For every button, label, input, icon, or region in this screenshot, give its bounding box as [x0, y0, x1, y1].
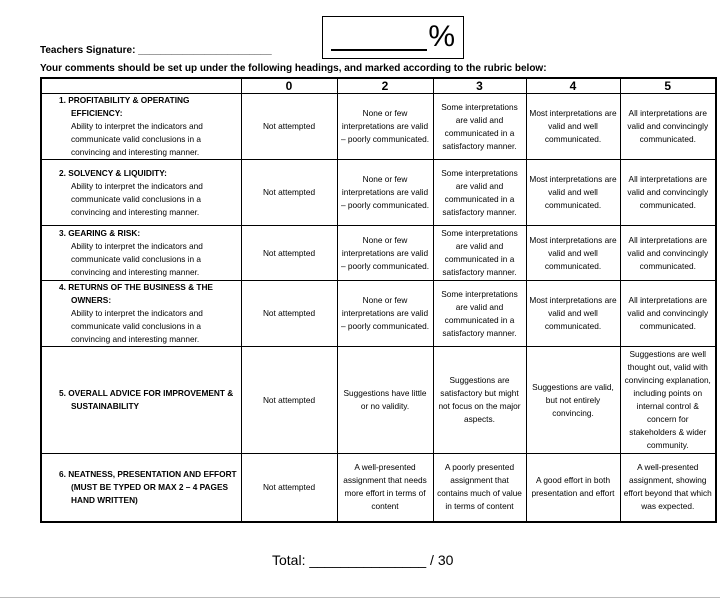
rubric-row-profitability — [41, 94, 716, 160]
score-3-cell: Some interpretations are valid and communicated in a satisfactory manner. — [433, 94, 526, 160]
criterion-note: (MUST BE TYPED OR MAX 2 – 4 PAGES HAND WRITTEN) — [71, 481, 229, 505]
score-5-cell: All interpretations are valid and convincingly communicated. — [620, 226, 716, 281]
criterion-title: 2. SOLVENCY & LIQUIDITY: — [59, 167, 167, 178]
header-score-3: 3 — [433, 78, 526, 94]
page-divider — [0, 597, 720, 598]
score-3-cell: Suggestions are satisfactory but might not focus on the major aspects. — [433, 347, 526, 454]
percentage-box — [322, 16, 464, 59]
criterion-cell — [41, 94, 241, 160]
score-5-cell: A well-presented assignment, showing effort beyond that which was expected. — [620, 454, 716, 522]
header-score-5: 5 — [620, 78, 716, 94]
criterion-title: 4. RETURNS OF THE BUSINESS & THE OWNERS: — [59, 282, 213, 305]
score-0-cell: Not attempted — [241, 347, 337, 454]
score-5-cell: All interpretations are valid and convincingly communicated. — [620, 94, 716, 160]
score-4-cell: Most interpretations are valid and well communicated. — [526, 160, 620, 226]
score-2-cell: None or few interpretations are valid – poorly communicated. — [337, 281, 433, 347]
score-5-cell: Suggestions are well thought out, valid with convincing explanation, including points on internal control & concern for stakeholders & wider community. — [620, 347, 716, 454]
criterion-title: 5. OVERALL ADVICE FOR IMPROVEMENT & SUSTAINABILITY — [59, 388, 234, 411]
score-4-cell: A good effort in both presentation and effort — [526, 454, 620, 522]
score-4-cell: Most interpretations are valid and well communicated. — [526, 281, 620, 347]
score-4-cell: Most interpretations are valid and well communicated. — [526, 226, 620, 281]
criterion-title: 6. NEATNESS, PRESENTATION AND EFFORT — [59, 468, 237, 479]
score-2-cell: None or few interpretations are valid – poorly communicated. — [337, 94, 433, 160]
criterion-cell — [41, 226, 241, 281]
criterion-cell — [41, 347, 241, 454]
criterion-description: Ability to interpret the indicators and communicate valid conclusions in a convincing and interesting manner. — [71, 241, 203, 277]
score-0-cell: Not attempted — [241, 454, 337, 522]
score-5-cell: All interpretations are valid and convincingly communicated. — [620, 160, 716, 226]
score-3-cell: Some interpretations are valid and communicated in a satisfactory manner. — [433, 226, 526, 281]
header-score-2: 2 — [337, 78, 433, 94]
total-score-label: Total: _______________ / 30 — [272, 552, 454, 568]
rubric-row-neatness — [41, 454, 716, 522]
criterion-cell — [41, 454, 241, 522]
percent-symbol: % — [428, 20, 455, 53]
criterion-cell — [41, 160, 241, 226]
score-3-cell: Some interpretations are valid and communicated in a satisfactory manner. — [433, 160, 526, 226]
score-0-cell: Not attempted — [241, 226, 337, 281]
rubric-row-solvency — [41, 160, 716, 226]
instructions-heading: Your comments should be set up under the following headings, and marked according to the rubric below: — [40, 63, 547, 74]
rubric-row-gearing — [41, 226, 716, 281]
rubric-row-returns — [41, 281, 716, 347]
criterion-cell — [41, 281, 241, 347]
criterion-description: Ability to interpret the indicators and communicate valid conclusions in a convincing and interesting manner. — [71, 308, 203, 344]
criterion-title: 1. PROFITABILITY & OPERATING EFFICIENCY: — [59, 95, 190, 118]
score-2-cell: A well-presented assignment that needs more effort in terms of content — [337, 454, 433, 522]
score-2-cell: Suggestions have little or no validity. — [337, 347, 433, 454]
score-5-cell: All interpretations are valid and convincingly communicated. — [620, 281, 716, 347]
header-criteria — [41, 78, 241, 94]
rubric-header-row — [41, 78, 716, 94]
score-0-cell: Not attempted — [241, 160, 337, 226]
score-4-cell: Suggestions are valid, but not entirely convincing. — [526, 347, 620, 454]
score-0-cell: Not attempted — [241, 281, 337, 347]
score-4-cell: Most interpretations are valid and well communicated. — [526, 94, 620, 160]
score-0-cell: Not attempted — [241, 94, 337, 160]
score-3-cell: A poorly presented assignment that contains much of value in terms of content — [433, 454, 526, 522]
header-score-0: 0 — [241, 78, 337, 94]
percentage-blank-line — [331, 49, 427, 51]
score-3-cell: Some interpretations are valid and communicated in a satisfactory manner. — [433, 281, 526, 347]
score-2-cell: None or few interpretations are valid – poorly communicated. — [337, 160, 433, 226]
criterion-description: Ability to interpret the indicators and communicate valid conclusions in a convincing and interesting manner. — [71, 180, 203, 217]
criterion-description: Ability to interpret the indicators and communicate valid conclusions in a convincing and interesting manner. — [71, 121, 203, 157]
header-score-4: 4 — [526, 78, 620, 94]
teacher-signature-label: Teachers Signature: ________________________ — [40, 45, 272, 56]
rubric-row-advice — [41, 347, 716, 454]
rubric-table — [40, 77, 717, 523]
score-2-cell: None or few interpretations are valid – poorly communicated. — [337, 226, 433, 281]
criterion-title: 3. GEARING & RISK: — [59, 228, 141, 238]
